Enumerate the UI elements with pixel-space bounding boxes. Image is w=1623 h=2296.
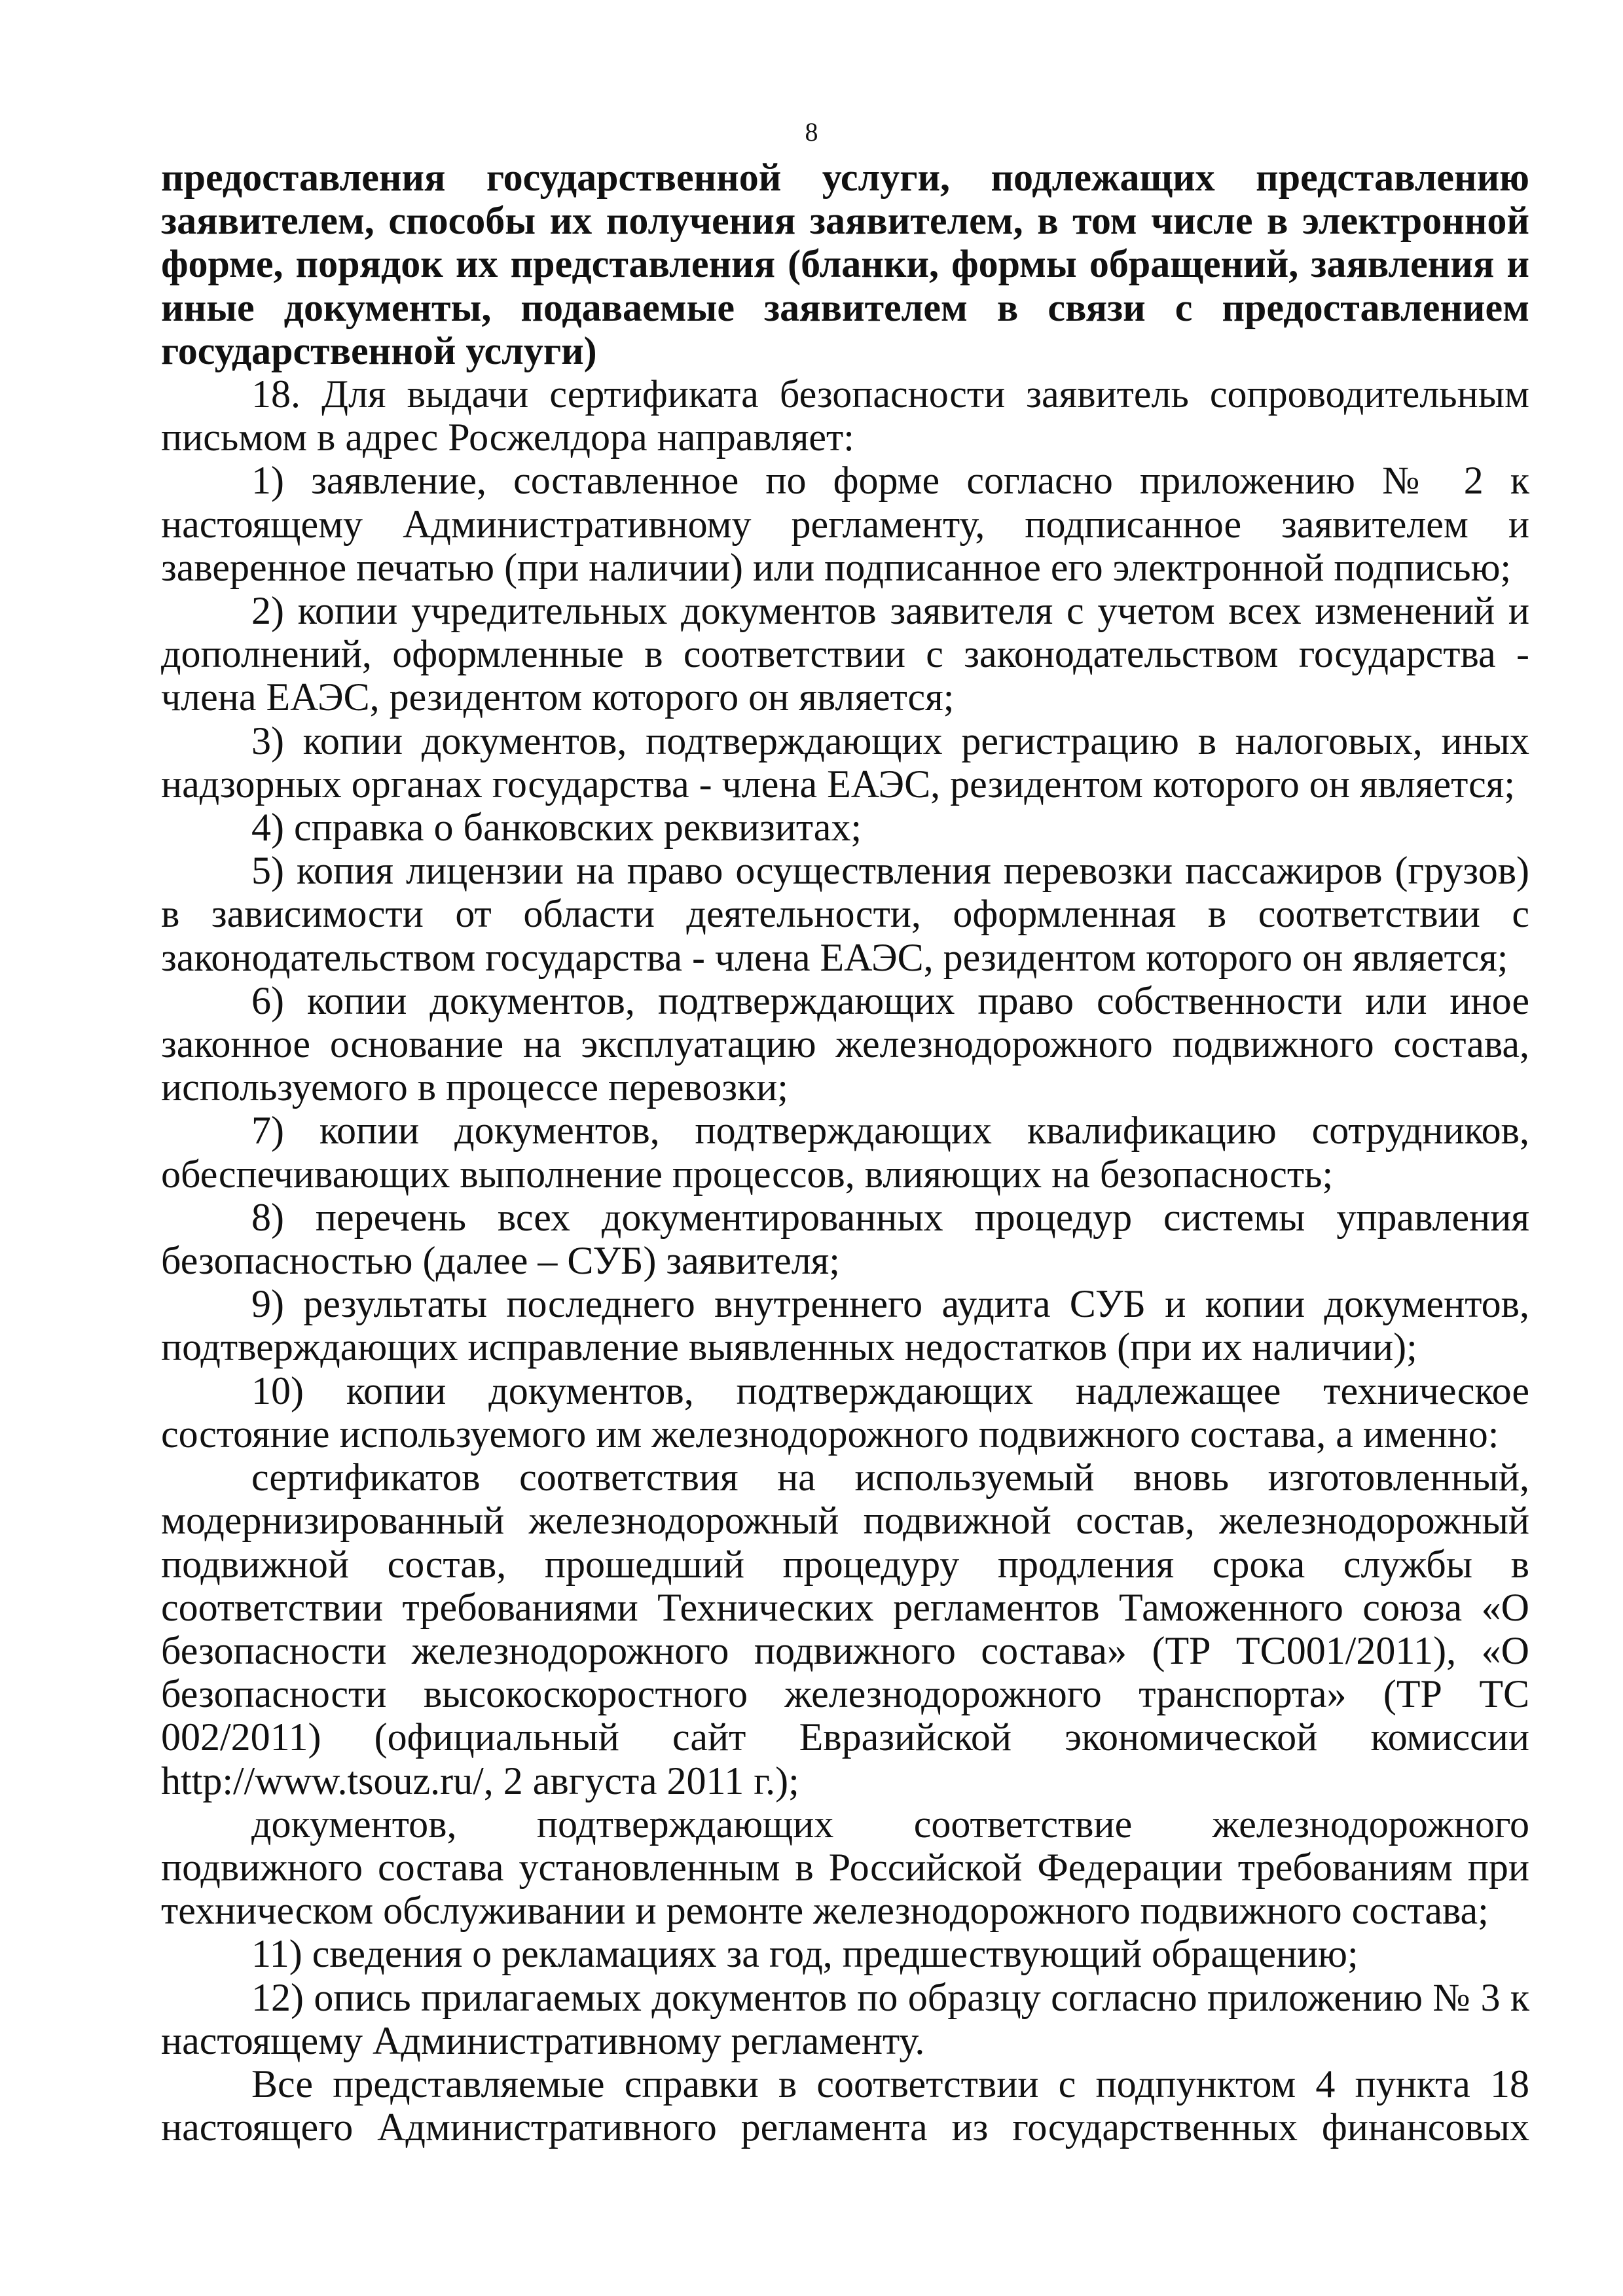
list-item-5: 5) копия лицензии на право осуществления перевозки пассажиров (грузов) в зависимости от области деятельности, оформленная в соответствии с законодательством государства - члена ЕАЭС, резидентом которого он является; [161, 849, 1529, 979]
list-item-10-certificates: сертификатов соответствия на используемый вновь изготовленный, модернизированный железнодорожный подвижной состав, железнодорожный подвижной состав, прошедший процедуру продления срока службы в соответствии требованиями Технических регламентов Таможенного союза «О безопасности железнодорожного подвижного состава» (ТР ТС001/2011), «О безопасности высокоскоростного железнодорожного транспорта» (ТР ТС 002/2011) (официальный сайт Евразийской экономической комиссии http://www.tsouz.ru/, 2 августа 2011 г.); [161, 1456, 1529, 1803]
list-item-6: 6) копии документов, подтверждающих право собственности или иное законное основание на эксплуатацию железнодорожного подвижного состава, используемого в процессе перевозки; [161, 978, 1529, 1109]
document-body [161, 156, 1529, 2149]
section-heading: предоставления государственной услуги, подлежащих представлению заявителем, способы их получения заявителем, в том числе в электронной форме, порядок их представления (бланки, формы обращений, заявления и иные документы, подаваемые заявителем в связи с предоставлением государственной услуги) [161, 156, 1529, 372]
list-item-10: 10) копии документов, подтверждающих надлежащее техническое состояние используемого им железнодорожного подвижного состава, а именно: [161, 1369, 1529, 1456]
list-item-2: 2) копии учредительных документов заявителя с учетом всех изменений и дополнений, оформленные в соответствии с законодательством государства - члена ЕАЭС, резидентом которого он является; [161, 589, 1529, 719]
closing-paragraph: Все представляемые справки в соответствии с подпунктом 4 пункта 18 настоящего Административного регламента из государственных финансовых [161, 2062, 1529, 2149]
list-item-3: 3) копии документов, подтверждающих регистрацию в налоговых, иных надзорных органах государства - члена ЕАЭС, резидентом которого он является; [161, 719, 1529, 806]
list-item-12: 12) опись прилагаемых документов по образцу согласно приложению № 3 к настоящему Административному регламенту. [161, 1975, 1529, 2062]
page-number: 8 [805, 117, 818, 147]
list-item-11: 11) сведения о рекламациях за год, предшествующий обращению; [251, 1932, 1359, 1976]
list-item-1: 1) заявление, составленное по форме согласно приложению № 2 к настоящему Административному регламенту, подписанное заявителем и заверенное печатью (при наличии) или подписанное его электронной подписью; [161, 459, 1529, 589]
list-item-9: 9) результаты последнего внутреннего аудита СУБ и копии документов, подтверждающих исправление выявленных недостатков (при их наличии); [161, 1282, 1529, 1369]
list-item-8: 8) перечень всех документированных процедур системы управления безопасностью (далее – СУБ) заявителя; [161, 1195, 1529, 1283]
list-item-10-documents: документов, подтверждающих соответствие железнодорожного подвижного состава установленным в Российской Федерации требованиям при техническом обслуживании и ремонте железнодорожного подвижного состава; [161, 1802, 1529, 1933]
list-item-7: 7) копии документов, подтверждающих квалификацию сотрудников, обеспечивающих выполнение процессов, влияющих на безопасность; [161, 1109, 1529, 1196]
list-item-4: 4) справка о банковских реквизитах; [251, 806, 862, 850]
paragraph-18-intro: 18. Для выдачи сертификата безопасности заявитель сопроводительным письмом в адрес Росжелдора направляет: [161, 372, 1529, 459]
